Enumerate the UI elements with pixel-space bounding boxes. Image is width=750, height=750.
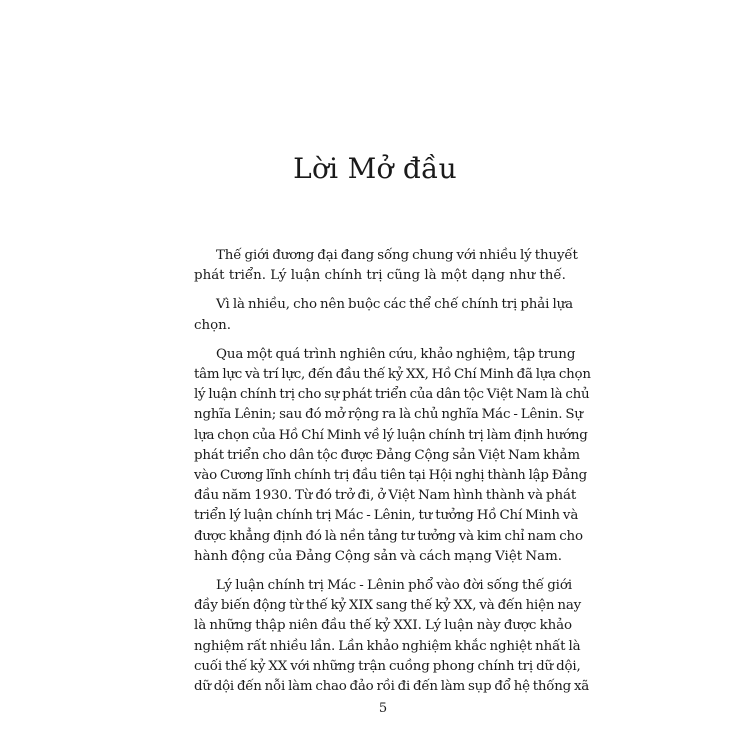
paragraph-1: [194, 246, 578, 286]
text-line: triển lý luận chính trị Mác - Lênin, tư tưởng Hồ Chí Minh và: [194, 508, 579, 524]
text-line: Qua một quá trình nghiên cứu, khảo nghiệm, tập trung: [216, 346, 576, 362]
text-line: là những thập niên đầu thế kỷ XXI. Lý luận này được khảo: [194, 618, 572, 634]
page-number: 5: [378, 701, 388, 716]
text-line: tâm lực và trí lực, đến đầu thế kỷ XX, Hồ Chí Minh đã lựa chọn: [194, 367, 591, 383]
paragraph-3: [194, 345, 591, 567]
text-line: nghĩa Lênin; sau đó mở rộng ra là chủ nghĩa Mác - Lênin. Sự: [194, 407, 583, 423]
text-line: đầy biến động từ thế kỷ XIX sang thế kỷ XX, và đến hiện nay: [194, 598, 582, 614]
paragraph-4: [194, 576, 590, 697]
text-line: hành động của Đảng Cộng sản và cách mạng Việt Nam.: [194, 548, 563, 564]
text-line: Thế giới đương đại đang sống chung với nhiều lý thuyết: [216, 248, 578, 263]
text-line: cuối thế kỷ XX với những trận cuồng phong chính trị dữ dội,: [194, 658, 581, 674]
text-line: nghiệm rất nhiều lần. Lần khảo nghiệm khắc nghiệt nhất là: [194, 638, 581, 654]
text-line: Vì là nhiều, cho nên buộc các thể chế chính trị phải lựa: [216, 297, 574, 313]
text-line: phát triển. Lý luận chính trị cũng là một dạng như thế.: [194, 268, 566, 284]
text-line: lý luận chính trị cho sự phát triển của dân tộc Việt Nam là chủ: [194, 387, 590, 403]
text-line: đầu năm 1930. Từ đó trở đi, ở Việt Nam hình thành và phát: [194, 488, 577, 504]
text-line: được khẳng định đó là nền tảng tư tưởng và kim chỉ nam cho: [194, 528, 583, 544]
text-line: dữ dội đến nỗi làm chao đảo rồi đi đến làm sụp đổ hệ thống xã: [194, 679, 590, 695]
text-line: lựa chọn của Hồ Chí Minh về lý luận chính trị làm định hướng: [194, 427, 588, 443]
chapter-title: Lời Mở đầu: [293, 152, 457, 185]
text-line: phát triển cho dân tộc được Đảng Cộng sản Việt Nam khảm: [194, 447, 580, 463]
body-text: [194, 246, 591, 706]
paragraph-2: [194, 295, 572, 335]
text-line: vào Cương lĩnh chính trị đầu tiên tại Hội nghị thành lập Đảng: [194, 468, 587, 484]
text-line: chọn.: [194, 317, 232, 333]
text-line: Lý luận chính trị Mác - Lênin phổ vào đời sống thế giới: [216, 578, 572, 594]
